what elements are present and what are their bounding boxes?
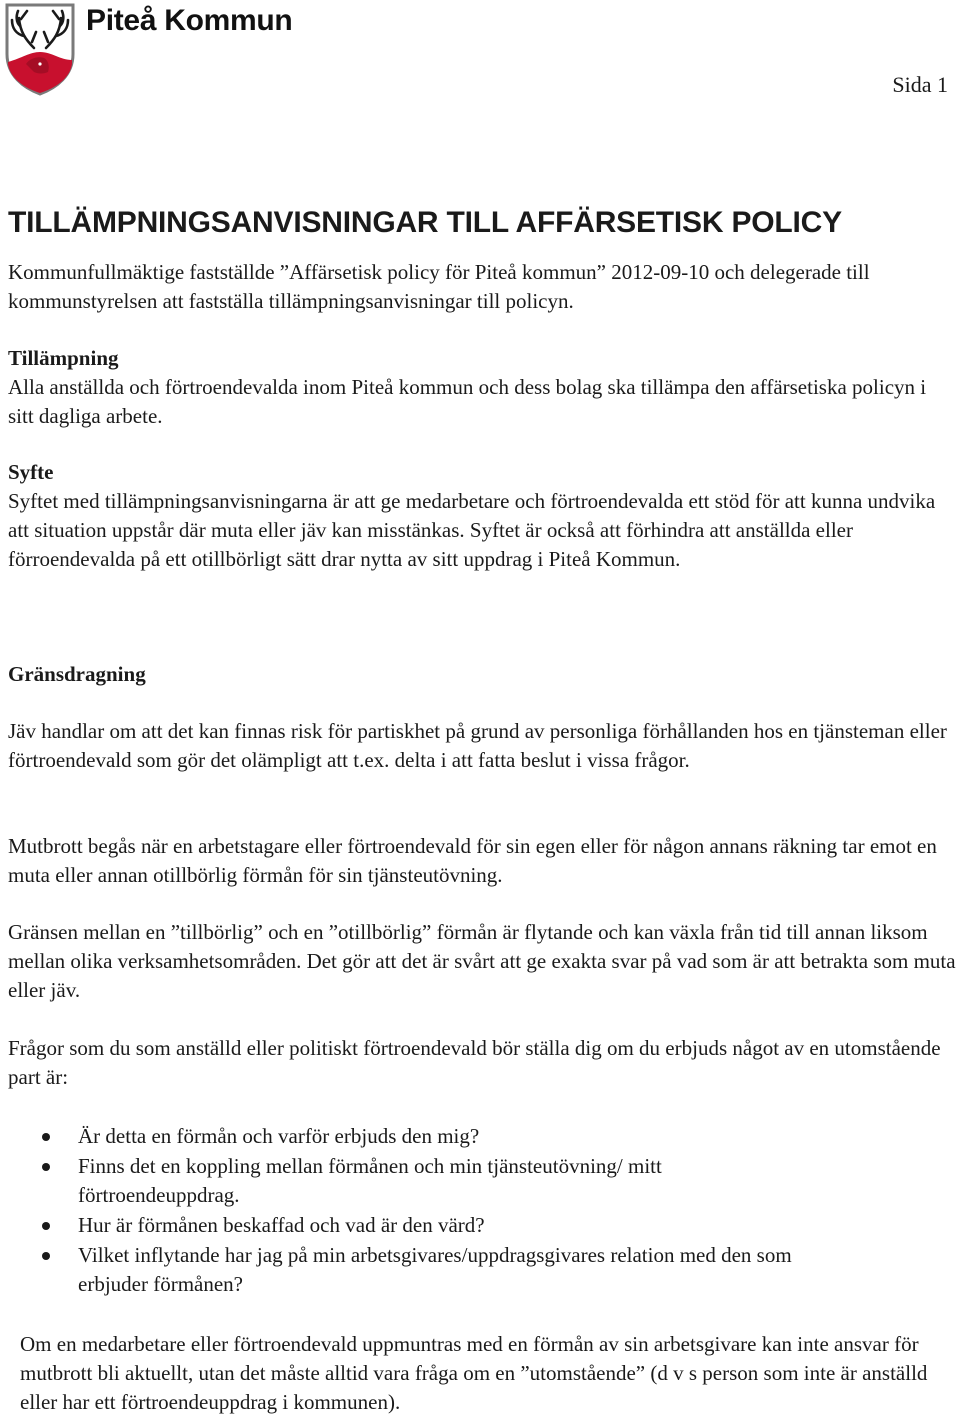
list-item-text: Finns det en koppling mellan förmånen och min tjänsteutövning/ mitt förtroendeuppdrag. — [78, 1154, 662, 1207]
bullet-icon — [42, 1252, 50, 1260]
section-tillampning — [8, 344, 956, 431]
intro-paragraph: Kommunfullmäktige fastställde ”Affärsetisk policy för Piteå kommun” 2012-09-10 och delegerade till kommunstyrelsen att fastställa tillämpningsanvisningar till policyn. — [8, 260, 870, 313]
list-item — [40, 1241, 820, 1299]
paragraph-gransen: Gränsen mellan en ”tillbörlig” och en ”otillbörlig” förmån är flytande och kan växla från tid till annan liksom mellan olika verksamhetsområden. Det gör att det är svårt att ge exakta svar på vad som är att betrakta som muta eller jäv. — [8, 920, 956, 1002]
list-item-text: Vilket inflytande har jag på min arbetsgivares/uppdragsgivares relation med den som erbjuder förmånen? — [78, 1243, 792, 1296]
section-heading-gransdragning: Gränsdragning — [8, 662, 146, 686]
section-text-tillampning: Alla anställda och förtroendevalda inom Piteå kommun och dess bolag ska tillämpa den affärsetiska policyn i sitt dagliga arbete. — [8, 375, 927, 428]
bullet-icon — [42, 1222, 50, 1230]
list-item-text: Hur är förmånen beskaffad och vad är den värd? — [78, 1213, 485, 1237]
section-heading-syfte: Syfte — [8, 460, 54, 484]
org-name: Piteå Kommun — [86, 4, 293, 37]
section-syfte — [8, 458, 956, 574]
bullet-icon — [42, 1133, 50, 1141]
paragraph-fragor: Frågor som du som anställd eller politiskt förtroendevald bör ställa dig om du erbjuds något av en utomstående part är: — [8, 1036, 941, 1089]
bullet-icon — [42, 1163, 50, 1171]
section-heading-tillampning: Tillämpning — [8, 346, 119, 370]
page-number: Sida 1 — [892, 72, 948, 97]
list-item — [40, 1211, 820, 1240]
document-title: TILLÄMPNINGSANVISNINGAR TILL AFFÄRSETISK POLICY — [8, 206, 842, 239]
reindeer-shield-icon — [4, 2, 76, 96]
list-item — [40, 1152, 820, 1210]
header-logo — [4, 2, 304, 98]
list-item-text: Är detta en förmån och varför erbjuds den mig? — [78, 1124, 480, 1148]
list-item — [40, 1122, 820, 1151]
paragraph-mutbrott: Mutbrott begås när en arbetstagare eller förtroendevald för sin egen eller för någon annans räkning tar emot en muta eller annan otillbörlig förmån för sin tjänsteutövning. — [8, 834, 937, 887]
section-text-syfte: Syftet med tillämpningsanvisningarna är att ge medarbetare och förtroendevalda ett stöd för att kunna undvika att situation uppstår där muta eller jäv kan misstänkas. Syftet är också att förhindra att anställda eller förroendevalda på ett otillbörligt sätt drar nytta av sitt uppdrag i Piteå Kommun. — [8, 489, 936, 571]
question-list — [40, 1122, 820, 1300]
closing-paragraph: Om en medarbetare eller förtroendevald uppmuntras med en förmån av sin arbetsgivare kan inte ansvar för mutbrott bli aktuellt, utan det måste alltid vara fråga om en ”utomstående” (d v s person som inte är anställd eller har ett förtroendeuppdrag i kommunen). — [20, 1332, 928, 1414]
paragraph-jav: Jäv handlar om att det kan finnas risk för partiskhet på grund av personliga förhållanden hos en tjänsteman eller förtroendevald som gör det olämpligt att t.ex. delta i att fatta beslut i vissa frågor. — [8, 719, 947, 772]
